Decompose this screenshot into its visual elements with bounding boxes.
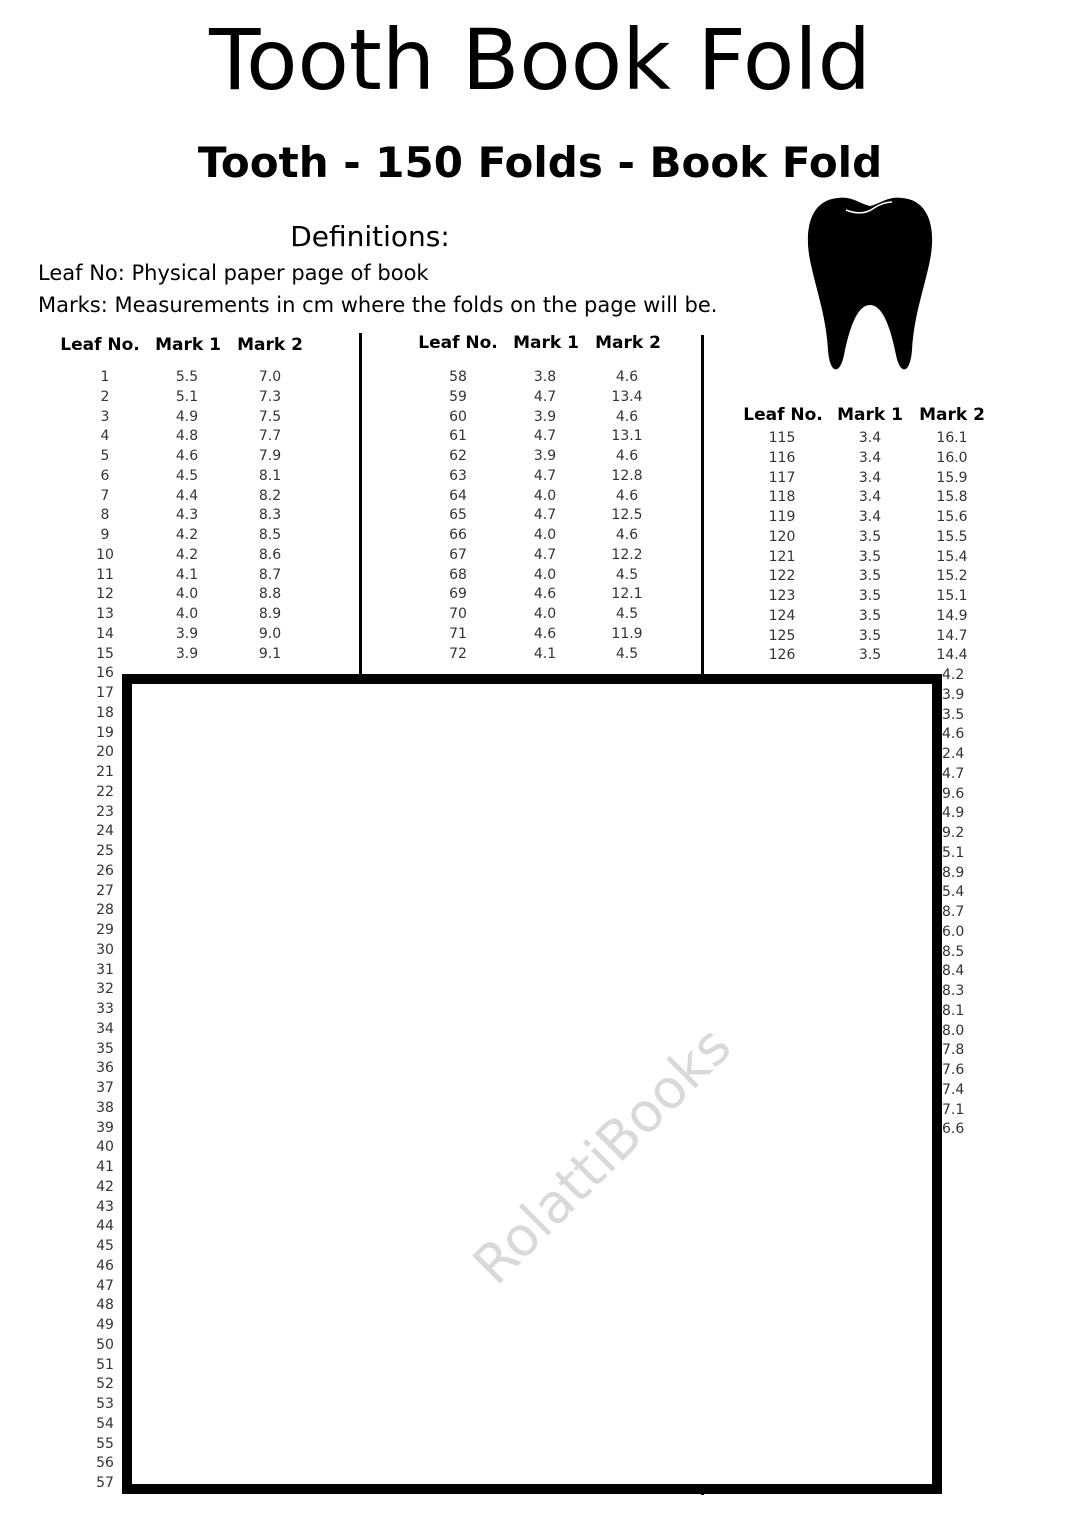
col1-mark2-cell: 9.0 [258,625,282,642]
col2-mark2-cell: 13.4 [611,388,643,405]
col2-leaf-cell: 72 [449,645,467,662]
col3-mark1-cell: 3.5 [858,647,882,664]
col3-mark2-partial-cell: 7.1 [942,1101,965,1118]
col3-mark1-cell: 3.4 [858,489,882,506]
col1-leaf-cell: 43 [96,1198,114,1215]
col2-leaf-cell: 61 [449,428,467,445]
col3-leaf-cell: 124 [768,607,796,624]
col3-leaf-cell: 126 [768,647,796,664]
definitions-heading: Definitions: [290,220,450,253]
col2-leaf-cell: 59 [449,388,467,405]
col2-mark1-cell: 4.0 [533,527,557,543]
col1-mark1-cell: 5.5 [175,369,199,385]
col3-mark1-cell: 3.5 [858,568,882,585]
col1-leaf-cell: 12 [96,586,114,603]
col1-mark1-cell: 3.9 [175,625,199,642]
col1-leaf-cell: 30 [96,941,114,958]
col2-mark1-cell: 4.7 [533,428,557,445]
col2-mark1-cell: 4.7 [533,467,557,484]
col3-mark1-cell: 3.5 [858,627,882,644]
col3-mark1-cell: 3.5 [858,548,882,565]
col1-mark1-cell: 4.2 [175,527,199,543]
col1-leaf-cell: 7 [100,487,110,504]
definition-marks: Marks: Measurements in cm where the folds on the page will be. [38,293,718,317]
col1-leaf-cell: 28 [96,902,114,919]
col3-mark1-cell: 3.4 [858,430,882,446]
col2-mark2-cell: 4.6 [615,448,639,464]
col3-mark2-partial-cell: 9.6 [942,785,965,802]
col1-mark2-cell: 7.5 [258,408,282,425]
col2-mark2-cell: 4.5 [615,645,639,662]
col3-leaf-cell: 115 [768,430,796,446]
col1-mark2-cell: 8.8 [258,586,282,603]
col1-leaf-cell: 52 [96,1376,114,1393]
col3-mark2-partial-cell: 4.6 [942,726,965,743]
col1-header-mark2: Mark 2 [237,335,303,355]
col2-mark1-cell: 4.0 [533,566,557,583]
col3-mark2-cell: 16.1 [936,430,968,446]
col1-leaf-cell: 13 [96,606,114,622]
col3-mark2-cell: 16.0 [936,449,968,466]
col1-leaf-cell: 50 [96,1336,114,1353]
col1-mark2-cell: 7.3 [258,388,282,405]
col1-leaf-cell: 9 [100,527,110,543]
page-subtitle: Tooth - 150 Folds - Book Fold [197,138,883,187]
col2-mark1-cell: 4.7 [533,507,557,524]
col1-leaf-cell: 53 [96,1396,114,1412]
col2-header-mark2: Mark 2 [595,333,661,353]
col3-mark2-partial-cell: 8.3 [942,983,965,999]
col1-leaf-cell: 15 [96,645,114,662]
col1-leaf-cell: 32 [96,981,114,998]
col2-mark1-cell: 3.9 [533,448,557,464]
col2-mark2-cell: 13.1 [611,428,643,445]
col3-mark1-cell: 3.5 [858,588,882,604]
col3-header-mark2: Mark 2 [919,405,985,425]
col1-leaf-cell: 26 [96,862,114,879]
col1-mark2-cell: 7.9 [258,448,282,464]
col1-mark1-cell: 4.1 [175,566,199,583]
col3-leaf-cell: 117 [768,469,796,486]
col1-leaf-cell: 49 [96,1317,114,1333]
col1-mark1-cell: 5.1 [175,388,199,405]
col2-mark1-cell: 4.0 [533,606,557,622]
col2-mark1-cell: 4.1 [533,645,557,662]
col2-leaf-cell: 68 [449,566,467,583]
col2-leaf-cell: 69 [449,586,467,603]
col1-leaf-cell: 42 [96,1178,114,1195]
col1-leaf-cell: 27 [96,882,114,899]
col1-mark2-cell: 8.3 [258,507,282,524]
col2-mark2-cell: 4.6 [615,369,639,385]
col1-leaf-cell: 57 [96,1475,114,1491]
col1-leaf-cell: 45 [96,1238,114,1254]
col2-leaf-cell: 70 [449,606,467,622]
watermark: RolattiBooks [460,1014,744,1297]
col2-mark2-cell: 12.5 [611,507,643,524]
col3-mark2-partial-cell: 8.4 [942,963,965,980]
col3-mark1-cell: 3.5 [858,607,882,624]
col1-mark1-cell: 4.0 [175,586,199,603]
col2-leaf-cell: 60 [449,408,467,425]
col3-mark2-partial-cell: 7.6 [942,1062,965,1078]
page-title: Tooth Book Fold [209,11,871,109]
col2-leaf-cell: 65 [449,507,467,524]
col3-mark2-partial-cell: 2.4 [942,746,965,762]
col2-leaf-cell: 67 [449,546,467,563]
col1-leaf-cell: 19 [96,724,114,741]
col3-mark2-partial-cell: 8.5 [942,943,965,960]
col3-leaf-cell: 120 [768,528,796,545]
col1-leaf-cell: 31 [96,961,114,978]
col1-leaf-cell: 40 [96,1139,114,1156]
col3-mark2-partial-cell: 8.0 [942,1022,965,1039]
col3-mark2-cell: 14.7 [936,627,968,644]
col3-mark2-partial-cell: 4.9 [942,805,965,822]
col3-mark2-partial-cell: 5.1 [942,844,965,861]
col1-mark2-cell: 8.9 [258,606,282,622]
col1-leaf-cell: 16 [96,665,114,682]
col2-leaf-cell: 71 [449,625,467,642]
col3-mark2-partial-cell: 8.7 [942,904,965,920]
col2-mark1-cell: 4.6 [533,625,557,642]
col1-leaf-cell: 38 [96,1099,114,1116]
col3-header-leaf: Leaf No. [743,405,823,425]
col3-mark2-partial-cell: 3.9 [942,686,965,703]
col2-mark2-cell: 4.6 [615,408,639,425]
col1-leaf-cell: 39 [96,1119,114,1136]
col1-mark2-cell: 9.1 [258,645,282,662]
col3-mark1-cell: 3.4 [858,449,882,466]
col1-leaf-cell: 14 [96,625,114,642]
col2-header-leaf: Leaf No. [418,333,498,353]
col1-leaf-cell: 8 [100,507,110,524]
col1-mark1-cell: 4.6 [175,448,199,464]
col2-mark2-cell: 12.2 [611,546,643,563]
col2-mark1-cell: 4.7 [533,388,557,405]
definition-leaf: Leaf No: Physical paper page of book [38,261,429,285]
col3-mark2-cell: 15.6 [936,509,968,525]
col1-header-leaf: Leaf No. [60,335,140,355]
col2-mark1-cell: 4.0 [533,487,557,504]
col1-mark2-cell: 7.7 [258,428,282,445]
col1-mark1-cell: 4.3 [175,507,199,524]
col2-mark1-cell: 3.8 [533,369,557,385]
col2-leaf-cell: 63 [449,467,467,484]
col1-leaf-cell: 48 [96,1297,114,1314]
col1-leaf-cell: 55 [96,1435,114,1452]
col3-mark2-cell: 15.8 [936,489,968,506]
col1-leaf-cell: 54 [96,1415,114,1432]
col1-mark1-cell: 3.9 [175,645,199,662]
col2-leaf-cell: 64 [449,487,467,504]
col1-leaf-cell: 41 [96,1159,114,1175]
col2-mark2-cell: 4.6 [615,487,639,504]
col1-leaf-cell: 36 [96,1060,114,1077]
col1-leaf-cell: 25 [96,843,114,859]
col1-mark1-cell: 4.2 [175,546,199,563]
col1-mark1-cell: 4.8 [175,428,199,445]
col2-leaf-cell: 66 [449,527,467,543]
col2-mark2-cell: 4.5 [615,606,639,622]
col3-mark2-partial-cell: 7.4 [942,1081,965,1098]
col1-mark2-cell: 8.1 [258,467,282,484]
col3-leaf-cell: 125 [768,627,796,644]
col2-mark1-cell: 4.7 [533,546,557,563]
col1-leaf-cell: 34 [96,1020,114,1037]
col2-mark2-cell: 12.8 [611,467,643,484]
col3-mark2-cell: 15.4 [936,548,968,565]
col3-mark1-cell: 3.4 [858,469,882,486]
col1-mark2-cell: 8.2 [258,487,282,504]
col1-leaf-cell: 20 [96,744,114,761]
col3-mark1-cell: 3.4 [858,509,882,525]
col1-mark2-cell: 8.7 [258,566,282,583]
col1-leaf-cell: 51 [96,1356,114,1373]
col1-leaf-cell: 47 [96,1277,114,1294]
col3-leaf-cell: 121 [768,548,796,565]
col3-mark2-partial-cell: 6.0 [942,923,965,940]
col3-leaf-cell: 118 [768,489,796,506]
col3-mark2-cell: 14.9 [936,607,968,624]
col1-leaf-cell: 6 [100,467,110,484]
col1-leaf-cell: 17 [96,685,114,701]
col3-mark2-partial-cell: 8.1 [942,1002,965,1019]
col3-header-mark1: Mark 1 [837,405,903,425]
col1-mark2-cell: 8.5 [258,527,282,543]
col3-leaf-cell: 122 [768,568,796,585]
col1-leaf-cell: 33 [96,1001,114,1017]
col1-leaf-cell: 29 [96,922,114,938]
col3-mark2-partial-cell: 8.9 [942,864,965,881]
col2-leaf-cell: 58 [449,369,467,385]
col2-leaf-cell: 62 [449,448,467,464]
col1-leaf-cell: 35 [96,1040,114,1057]
col2-mark1-cell: 4.6 [533,586,557,603]
col1-leaf-cell: 18 [96,704,114,721]
col1-leaf-cell: 24 [96,823,114,840]
col3-mark2-cell: 15.2 [936,568,968,585]
col1-header-mark1: Mark 1 [155,335,221,355]
col1-leaf-cell: 23 [96,803,114,820]
col1-leaf-cell: 10 [96,546,114,563]
col1-mark2-cell: 7.0 [258,369,282,385]
col3-mark1-cell: 3.5 [858,528,882,545]
col1-mark1-cell: 4.5 [175,467,199,484]
tooth-icon [800,190,940,375]
col3-mark2-cell: 15.1 [936,588,968,604]
col2-mark1-cell: 3.9 [533,408,557,425]
col1-leaf-cell: 21 [96,764,114,780]
col3-mark2-partial-cell: 9.2 [942,825,965,841]
col1-leaf-cell: 22 [96,783,114,800]
col1-leaf-cell: 4 [100,428,110,445]
col2-mark2-cell: 4.6 [615,527,639,543]
col3-mark2-cell: 14.4 [936,647,968,664]
col1-leaf-cell: 56 [96,1455,114,1472]
col1-leaf-cell: 1 [100,369,110,385]
preview-cover-box [122,674,942,1494]
col1-leaf-cell: 11 [96,566,114,583]
col1-mark2-cell: 8.6 [258,546,282,563]
col3-mark2-cell: 15.5 [936,528,968,545]
col1-leaf-cell: 3 [100,408,110,425]
col1-leaf-cell: 46 [96,1257,114,1274]
col3-leaf-cell: 123 [768,588,796,604]
col3-mark2-partial-cell: 6.6 [942,1121,965,1138]
col1-mark1-cell: 4.4 [175,487,199,504]
col3-mark2-cell: 15.9 [936,469,968,486]
col2-mark2-cell: 4.5 [615,566,639,583]
col3-leaf-cell: 119 [768,509,796,525]
col2-header-mark1: Mark 1 [513,333,579,353]
col3-mark2-partial-cell: 3.5 [942,706,965,723]
col2-mark2-cell: 11.9 [611,625,643,642]
col3-mark2-partial-cell: 4.2 [942,667,965,683]
col1-leaf-cell: 37 [96,1080,114,1096]
col3-mark2-partial-cell: 5.4 [942,884,965,901]
col2-mark2-cell: 12.1 [611,586,643,603]
col3-mark2-partial-cell: 7.8 [942,1042,965,1059]
col3-leaf-cell: 116 [768,449,796,466]
col3-mark2-partial-cell: 4.7 [942,765,965,782]
col1-leaf-cell: 2 [100,388,110,405]
col1-leaf-cell: 5 [100,448,110,464]
col1-mark1-cell: 4.9 [175,408,199,425]
col1-leaf-cell: 44 [96,1218,114,1235]
col1-mark1-cell: 4.0 [175,606,199,622]
